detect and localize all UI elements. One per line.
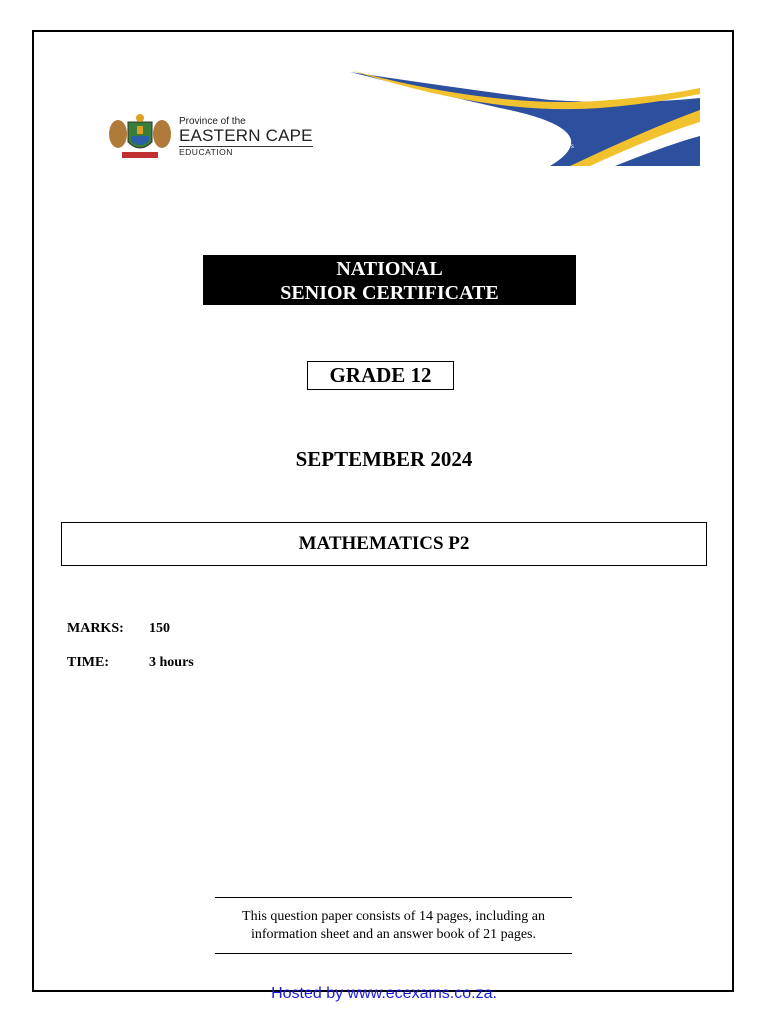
page-count-note [215,908,572,944]
grade-label: GRADE 12 [307,361,454,390]
logo-province-text: Province of the [179,116,246,127]
logo-eastern-cape-text: EASTERN CAPE [179,126,313,145]
banner-text [417,135,667,158]
subject-title: MATHEMATICS P2 [61,522,707,566]
marks-label: MARKS: [67,621,124,636]
certificate-line-senior: SENIOR CERTIFICATE [280,282,499,304]
exam-date: SEPTEMBER 2024 [295,447,473,471]
note-top-rule [215,897,572,898]
note-line-2: information sheet and an answer book of 21 pages. [251,927,536,942]
banner-line-sotho: Porafensie Ya Kapa Botjhabela: Lefapha la Thuto [417,150,553,157]
banner-line-xhosa: Iphondo leMpuma Kapa: Isebe leMfundo [417,135,529,142]
page-border [32,30,734,992]
certificate-line-national: NATIONAL [336,258,443,280]
hosted-by-link[interactable]: Hosted by www.ecexams.co.za. [271,985,497,1002]
certificate-title [203,255,576,305]
note-line-1: This question paper consists of 14 pages, including an [242,909,545,924]
time-label: TIME: [67,655,109,670]
banner-line-afrikaans: Provinsie van die Oos Kaap: Departement van Onderwys [417,142,574,150]
eastern-cape-logo [104,112,324,162]
note-bottom-rule [215,953,572,954]
logo-education-text: EDUCATION [179,147,233,157]
time-value: 3 hours [149,655,194,670]
coat-of-arms-icon [104,112,176,160]
marks-value: 150 [149,621,170,636]
